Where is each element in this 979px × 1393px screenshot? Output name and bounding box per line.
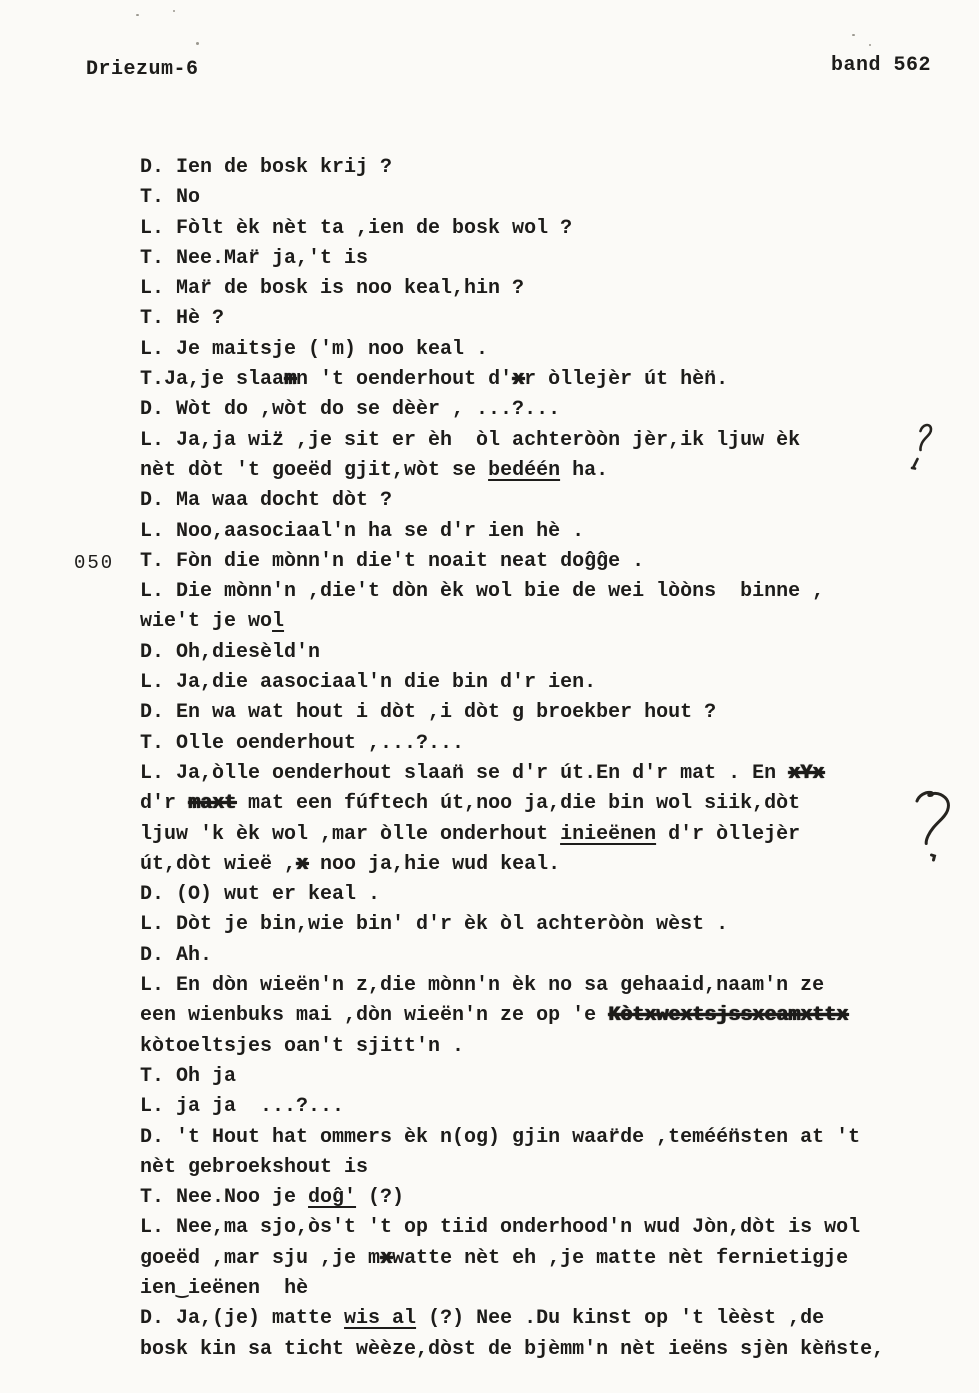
transcript-text: D. Ien de bosk krij ?	[140, 156, 393, 179]
transcript-text: een wienbuks mai ,dòn wieën'n ze op 'e	[140, 1004, 609, 1028]
transcript-text: L. Nee,ma sjo,òs't 't op tiid onderhood'n wud Jòn,dòt is wol	[140, 1216, 861, 1240]
band-number-label: band 562	[831, 54, 932, 77]
transcript-line	[140, 1153, 884, 1183]
transcript-text: kòtoeltsjes oan't sjitt'n .	[140, 1034, 465, 1058]
transcript-text: L. ja ja ...?...	[140, 1095, 345, 1119]
transcript-text: nèt gebroekshout is	[140, 1155, 369, 1179]
transcript-line	[140, 698, 884, 728]
transcript-line	[140, 850, 884, 880]
transcript-text: L. Dòt je bin,wie bin' d'r èk òl achteròòn wèst .	[140, 913, 729, 937]
handwritten-squiggle-question-mark-small	[912, 425, 931, 468]
transcript-text: r òllejèr út hèn̈.	[524, 368, 729, 392]
transcript-line	[140, 607, 884, 637]
typed-over-strikeout: xYx	[788, 761, 825, 785]
transcript-text: L. Ja,ja wiz̈ ,je sit er èh òl achteròòn jèr,ik ljuw èk	[140, 428, 801, 452]
transcript-line	[140, 789, 884, 819]
handwritten-question-mark-large	[917, 792, 948, 860]
transcript-line	[140, 1183, 884, 1213]
transcript-line	[140, 395, 884, 425]
transcript-text: T. Oh ja	[140, 1064, 237, 1088]
transcript-line	[140, 820, 884, 850]
transcript-text: T.Ja,je slaa	[140, 368, 285, 392]
typed-over-strikeout: Kòtxwextsjssxeamxttx	[608, 1004, 849, 1028]
transcript-line	[140, 971, 884, 1001]
transcript-line	[140, 1062, 884, 1092]
transcript-line	[140, 910, 884, 940]
scan-speck	[852, 34, 855, 36]
transcript-text: (?) Nee .Du kinst op 't lèèst ,de	[416, 1307, 825, 1331]
transcript-text: L. Ja,òlle oenderhout slaan̈ se d'r út.En d'r mat . En	[140, 761, 789, 785]
transcript	[74, 153, 885, 1365]
transcript-text: út,dòt wieë ,	[140, 852, 297, 876]
typed-over-strikeout: m	[284, 368, 297, 392]
transcript-text: L. Fòlt èk nèt ta ,ien de bosk wol ?	[140, 216, 573, 240]
transcript-text: D. En wa wat hout i dòt ,i dòt g broekber hout ?	[140, 701, 717, 725]
underlined-word: bedéén	[488, 458, 561, 482]
scan-speck	[173, 10, 175, 12]
scan-speck	[869, 44, 871, 46]
transcript-line	[140, 1335, 884, 1365]
transcript-text: T. Nee.Mar̈ ja,'t is	[140, 246, 369, 270]
transcript-line	[140, 577, 884, 607]
transcript-line	[140, 1274, 884, 1304]
transcript-line	[140, 1304, 884, 1334]
transcript-line	[140, 304, 884, 334]
transcript-line	[140, 880, 884, 910]
transcript-text: L. Mar̈ de bosk is noo keal,hin ?	[140, 277, 525, 301]
margin-counter: 050	[74, 551, 115, 574]
transcript-line	[140, 1213, 884, 1243]
transcript-text: ien‿ieënen hè	[140, 1276, 309, 1300]
transcript-text: d'r òllejèr	[656, 822, 801, 846]
transcript-line	[140, 486, 884, 516]
transcript-line	[140, 335, 884, 365]
transcript-line	[140, 456, 884, 486]
transcript-line	[140, 941, 884, 971]
transcript-text: L. Noo,aasociaal'n ha se d'r ien hè .	[140, 519, 585, 543]
transcript-text: ha.	[560, 458, 609, 482]
typed-over-strikeout: x	[380, 1246, 393, 1270]
transcript-text: watte nèt eh ,je matte nèt fernietigje	[392, 1246, 849, 1270]
transcript-line	[140, 365, 884, 395]
transcript-line	[140, 426, 884, 456]
transcript-text: d'r	[140, 792, 189, 816]
transcript-text: goeëd ,mar sju ,je m	[140, 1246, 381, 1270]
transcript-line	[140, 183, 884, 213]
scan-speck	[196, 42, 199, 45]
underlined-word: l	[272, 610, 285, 634]
transcript-text: D. Ah.	[140, 943, 213, 967]
transcript-line	[140, 1092, 884, 1122]
transcript-text: bosk kin sa ticht wèèze,dòst de bjèmm'n nèt ieëns sjèn kèn̈ste,	[140, 1337, 885, 1361]
typed-over-strikeout: x	[296, 852, 309, 876]
transcript-text: L. En dòn wieën'n z,die mònn'n èk no sa gehaaid,naam'n ze	[140, 974, 825, 998]
transcript-text: ljuw 'k èk wol ,mar òlle onderhout	[140, 822, 561, 846]
transcript-text: n 't oenderhout d'	[296, 368, 513, 392]
scan-speck	[136, 14, 139, 16]
transcript-text: (?)	[356, 1186, 405, 1210]
underlined-word: doĝ'	[308, 1186, 357, 1210]
transcript-line	[74, 547, 884, 577]
transcript-line	[140, 1123, 884, 1153]
page-title: Driezum-6	[86, 58, 199, 81]
transcript-text: wie't je wo	[140, 610, 273, 634]
transcript-text: D. Ma waa docht dòt ?	[140, 489, 393, 513]
transcript-text: T. Hè ?	[140, 307, 225, 331]
underlined-word: inieënen	[560, 822, 657, 846]
transcript-text: mat een fúftech út,noo ja,die bin wol siik,dòt	[236, 792, 801, 816]
transcript-text: D. (O) wut er keal .	[140, 883, 381, 907]
transcript-line	[140, 759, 884, 789]
transcript-line	[140, 153, 884, 183]
transcript-text: L. Je maitsje ('m) noo keal .	[140, 337, 489, 361]
transcript-text: L. Die mònn'n ,die't dòn èk wol bie de wei lòòns binne ,	[140, 580, 825, 604]
transcript-text: D. 't Hout hat ommers èk n(og) gjin waar̈de ,teméén̈sten at 't	[140, 1125, 861, 1149]
transcript-line	[140, 274, 884, 304]
transcript-text: D. Ja,(je) matte	[140, 1307, 345, 1331]
transcript-line	[140, 214, 884, 244]
typed-over-strikeout: x	[512, 368, 525, 392]
transcript-text: noo ja,hie wud keal.	[308, 852, 561, 876]
transcript-line	[140, 638, 884, 668]
transcript-line	[140, 729, 884, 759]
transcript-text: T. Nee.Noo je	[140, 1186, 309, 1210]
transcript-text: T. Olle oenderhout ,...?...	[140, 731, 465, 755]
transcript-line	[140, 1244, 884, 1274]
underlined-word: wis al	[344, 1307, 417, 1331]
typed-over-strikeout: maxt	[188, 792, 237, 816]
transcript-line	[140, 517, 884, 547]
transcript-text: D. Wòt do ,wòt do se dèèr , ...?...	[140, 398, 561, 422]
transcript-line	[140, 1032, 884, 1062]
transcript-line	[140, 1001, 884, 1031]
transcript-text: T. No	[140, 186, 201, 210]
transcript-text: L. Ja,die aasociaal'n die bin d'r ien.	[140, 671, 597, 695]
transcript-line	[140, 668, 884, 698]
transcript-text: D. Oh,diesèld'n	[140, 640, 321, 664]
transcript-text: T. Fòn die mònn'n die't noait neat doĝĝe .	[140, 549, 645, 573]
transcript-text: nèt dòt 't goeëd gjit,wòt se	[140, 458, 489, 482]
transcript-line	[140, 244, 884, 274]
